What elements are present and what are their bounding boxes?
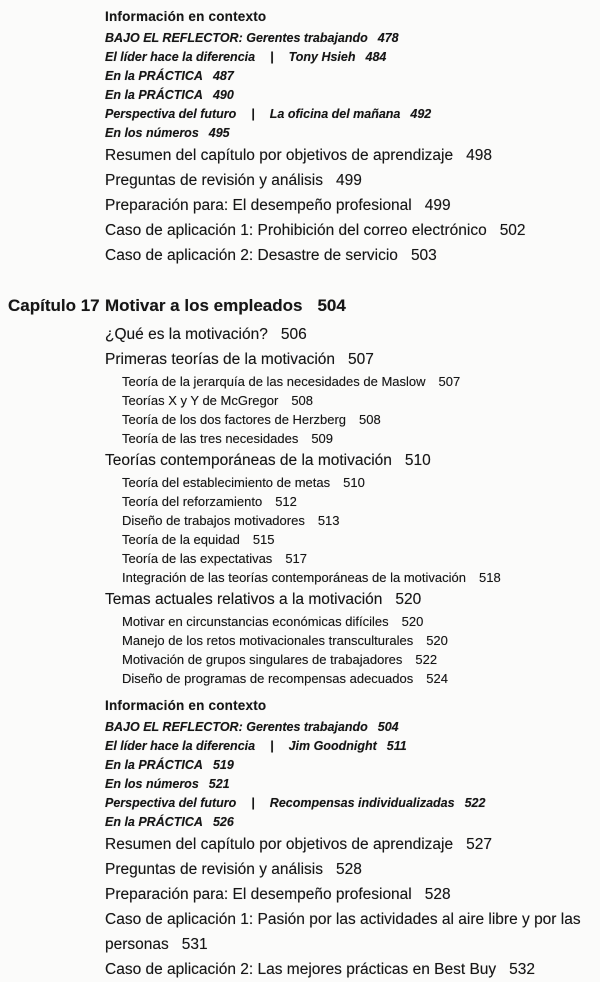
entry-title: Caso de aplicación 2: Desastre de servicio [105, 247, 398, 264]
entry-title: BAJO EL REFLECTOR: Gerentes trabajando [105, 720, 368, 734]
toc-main-entry [105, 587, 584, 612]
entry-title: Caso de aplicación 1: Prohibición del correo electrónico [105, 222, 487, 239]
entry-title: Teoría del reforzamiento [122, 494, 263, 509]
entry-page-number: 526 [212, 815, 234, 829]
entry-page-number: 492 [410, 107, 432, 121]
toc-sub-entry [122, 612, 584, 631]
entry-title: Teoría del establecimiento de metas [122, 475, 331, 490]
entry-page-number: 510 [404, 452, 431, 469]
toc-chapter-heading [8, 292, 584, 320]
entry-page-number: 484 [365, 50, 387, 64]
entry-subtitle: Tony Hsieh [288, 50, 356, 64]
entry-page-number: 518 [478, 570, 501, 585]
toc-main-entry [105, 448, 584, 473]
entry-title: Teoría de los dos factores de Herzberg [122, 412, 347, 427]
entry-page-number: 507 [348, 351, 374, 368]
toc-feature-entry [105, 48, 584, 67]
entry-title: Perspectiva del futuro [105, 107, 237, 121]
entry-title: Teoría de la equidad [122, 532, 240, 547]
toc-feature-entry [105, 775, 584, 794]
entry-title: Resumen del capítulo por objetivos de aprendizaje [105, 836, 454, 853]
toc-sub-entry [122, 410, 584, 429]
entry-title: Teorías contemporáneas de la motivación [105, 452, 392, 469]
entry-separator: | [251, 796, 255, 810]
toc-sub-entry [122, 372, 584, 391]
entry-title: En los números [105, 777, 199, 791]
entry-title: Teoría de las expectativas [122, 551, 273, 566]
entry-title: Preguntas de revisión y análisis [105, 861, 323, 878]
toc-feature-entry [105, 105, 584, 124]
entry-subtitle: La oficina del mañana [269, 107, 401, 121]
entry-title: En la PRÁCTICA [105, 758, 203, 772]
toc-feature-entry [105, 29, 584, 48]
entry-title: Preparación para: El desempeño profesional [105, 886, 412, 903]
entry-page-number: 528 [424, 886, 451, 903]
entry-title: Motivar a los empleados [105, 296, 303, 315]
entry-page-number: 495 [208, 126, 230, 140]
entry-title: BAJO EL REFLECTOR: Gerentes trabajando [105, 31, 368, 45]
toc-sub-entry [122, 429, 584, 448]
entry-title: Teoría de las tres necesidades [122, 431, 299, 446]
entry-page-number: 499 [424, 197, 451, 214]
toc-sub-entry [122, 549, 584, 568]
entry-page-number: 515 [252, 532, 275, 547]
entry-title: Primeras teorías de la motivación [105, 351, 336, 368]
toc-feature-entry [105, 718, 584, 737]
entry-separator: | [270, 50, 274, 64]
entry-page-number: 511 [386, 739, 407, 753]
toc-feature-entry [105, 86, 584, 105]
toc-sub-entry [122, 650, 584, 669]
entry-page-number: 502 [499, 222, 526, 239]
entry-title: El líder hace la diferencia [105, 50, 256, 64]
entry-title: Resumen del capítulo por objetivos de aprendizaje [105, 147, 454, 164]
entry-page-number: 499 [335, 172, 362, 189]
entry-title: Caso de aplicación 1: Pasión por las actividades al aire libre y por las personas [105, 911, 581, 953]
entry-page-number: 521 [208, 777, 230, 791]
entry-page-number: 527 [466, 836, 492, 853]
chapter-number-label: Capítulo 17 [8, 296, 100, 315]
entry-subtitle: Jim Goodnight [288, 739, 377, 753]
toc-feature-entry [105, 794, 584, 813]
entry-page-number: 509 [311, 431, 334, 446]
entry-page-number: 519 [212, 758, 234, 772]
entry-page-number: 528 [335, 861, 362, 878]
toc-main-entry [105, 347, 584, 372]
toc-main-entry [105, 832, 584, 857]
toc-sub-entry [122, 473, 584, 492]
toc-feature-entry [105, 756, 584, 775]
toc-main-entry [105, 193, 584, 218]
entry-title: Integración de las teorías contemporáneas de la motivación [122, 570, 466, 585]
toc-feature-entry [105, 67, 584, 86]
entry-title: Diseño de programas de recompensas adecuados [122, 671, 414, 686]
toc-sub-entry [122, 568, 584, 587]
entry-page-number: 506 [280, 326, 307, 343]
entry-page-number: 508 [359, 412, 381, 427]
entry-title: En los números [105, 126, 199, 140]
entry-separator: | [251, 107, 255, 121]
toc-sub-entry [122, 631, 584, 650]
toc-sub-entry [122, 530, 584, 549]
toc-section-header [105, 7, 584, 27]
toc-main-entry [105, 857, 584, 882]
entry-title: Perspectiva del futuro [105, 796, 237, 810]
entry-title: Diseño de trabajos motivadores [122, 513, 305, 528]
entry-page-number: 524 [426, 671, 448, 686]
entry-page-number: 531 [181, 936, 208, 953]
entry-page-number: 508 [291, 393, 314, 408]
entry-title: En la PRÁCTICA [105, 69, 203, 83]
entry-title: Caso de aplicación 2: Las mejores prácticas en Best Buy [105, 961, 497, 978]
entry-title: Información en contexto [105, 698, 267, 713]
entry-page-number: 490 [212, 88, 234, 102]
toc-main-entry [105, 168, 584, 193]
toc-feature-entry [105, 813, 584, 832]
entry-page-number: 503 [410, 247, 437, 264]
entry-page-number: 487 [212, 69, 234, 83]
entry-title: Manejo de los retos motivacionales transculturales [122, 633, 414, 648]
toc-main-entry [105, 218, 584, 243]
entry-page-number: 532 [509, 961, 536, 978]
toc-sub-entry [122, 492, 584, 511]
entry-page-number: 522 [415, 652, 438, 667]
entry-page-number: 522 [464, 796, 486, 810]
toc-feature-entry [105, 124, 584, 143]
entry-page-number: 512 [275, 494, 297, 509]
entry-page-number: 513 [317, 513, 340, 528]
toc-sub-entry [122, 511, 584, 530]
entry-page-number: 510 [343, 475, 365, 490]
toc-main-entry [105, 907, 584, 957]
entry-page-number: 504 [377, 720, 399, 734]
entry-page-number: 520 [395, 591, 422, 608]
toc-section-header [105, 696, 584, 716]
entry-title: Temas actuales relativos a la motivación [105, 591, 383, 608]
entry-title: Motivar en circunstancias económicas difíciles [122, 614, 389, 629]
toc-main-entry [105, 882, 584, 907]
entry-title: En la PRÁCTICA [105, 88, 203, 102]
toc-main-entry [105, 957, 584, 982]
entry-page-number: 517 [285, 551, 308, 566]
entry-title: Motivación de grupos singulares de trabajadores [122, 652, 403, 667]
toc-main-entry [105, 322, 584, 347]
toc-main-entry [105, 243, 584, 268]
toc-main-entry [105, 143, 584, 168]
entry-title: Teorías X y Y de McGregor [122, 393, 279, 408]
entry-page-number: 507 [438, 374, 461, 389]
toc-sub-entry [122, 391, 584, 410]
toc-feature-entry [105, 737, 584, 756]
entry-title: ¿Qué es la motivación? [105, 326, 268, 343]
entry-separator: | [270, 739, 274, 753]
entry-page-number: 504 [317, 296, 346, 315]
entry-page-number: 520 [401, 614, 424, 629]
entry-page-number: 498 [466, 147, 492, 164]
entry-title: Preparación para: El desempeño profesional [105, 197, 412, 214]
toc-sub-entry [122, 669, 584, 688]
entry-title: Preguntas de revisión y análisis [105, 172, 323, 189]
entry-title: El líder hace la diferencia [105, 739, 256, 753]
entry-page-number: 520 [426, 633, 448, 648]
entry-title: Información en contexto [105, 9, 267, 24]
entry-subtitle: Recompensas individualizadas [269, 796, 455, 810]
entry-page-number: 478 [377, 31, 399, 45]
entry-title: Teoría de la jerarquía de las necesidades de Maslow [122, 374, 426, 389]
entry-title: En la PRÁCTICA [105, 815, 203, 829]
